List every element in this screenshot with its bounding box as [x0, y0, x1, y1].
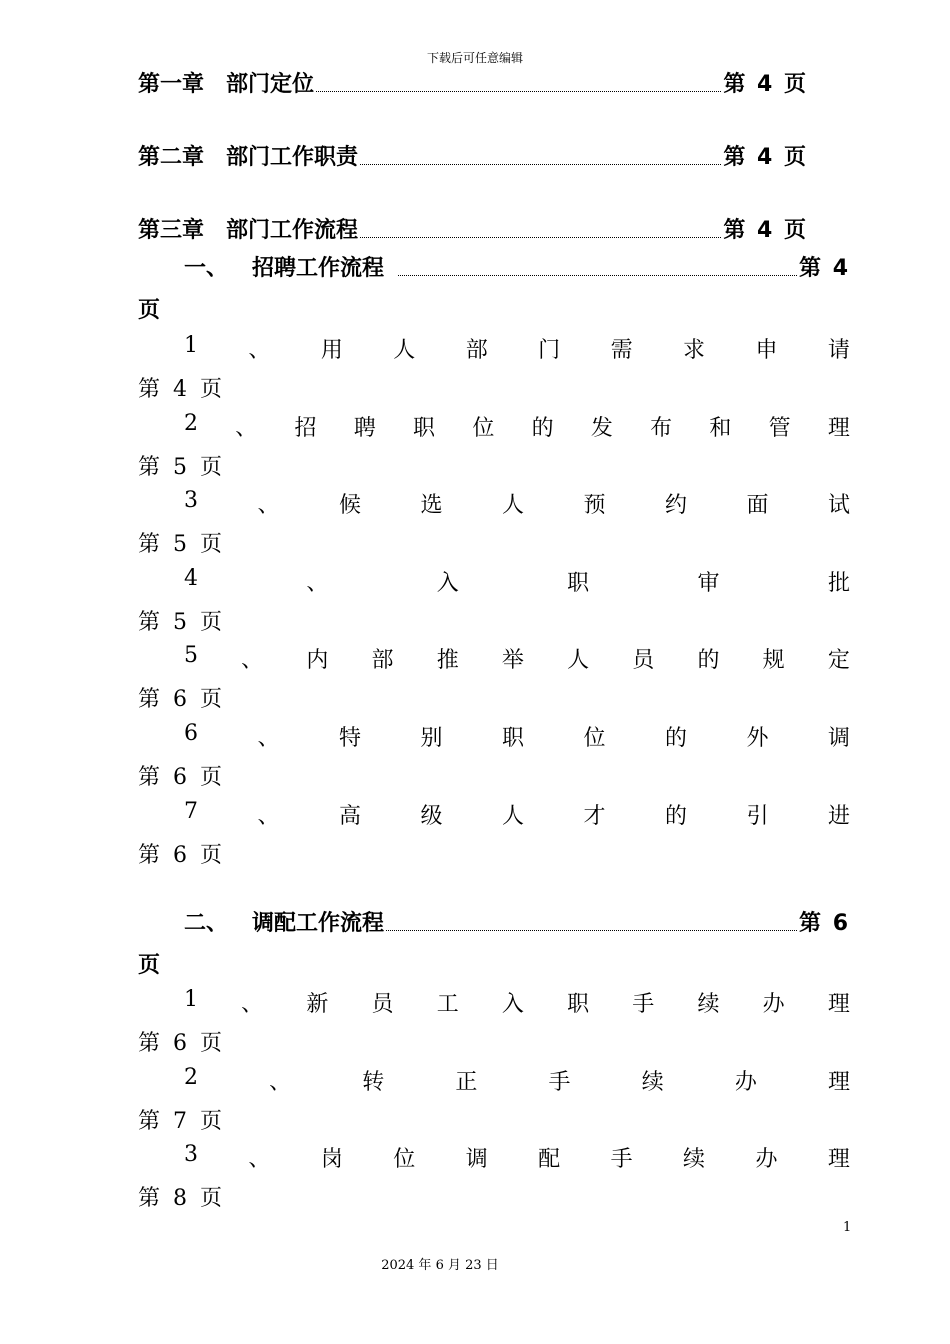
item-page: 第 6 页	[138, 765, 225, 790]
item-char: 入	[436, 570, 459, 596]
item-char: 入	[501, 992, 524, 1017]
item-char: 用	[320, 338, 343, 363]
toc-item[interactable]	[184, 1065, 850, 1096]
item-char: 理	[827, 992, 850, 1017]
item-number: 1	[184, 333, 198, 358]
item-char: 特	[338, 726, 361, 751]
toc-item[interactable]	[184, 721, 850, 752]
item-char: 管	[768, 415, 791, 441]
item-char: 办	[762, 992, 785, 1017]
item-char: 职	[501, 726, 524, 751]
chapter-page: 第 4 页	[723, 218, 808, 243]
item-char: 位	[472, 415, 495, 441]
item-char: 人	[567, 648, 590, 674]
item-char: 引	[746, 803, 769, 829]
section-title: 一、 招聘工作流程	[184, 256, 385, 281]
item-char: 的	[664, 803, 687, 829]
item-char: 续	[697, 992, 720, 1017]
item-char: 职	[567, 570, 590, 596]
toc-item[interactable]	[184, 987, 850, 1018]
toc-item[interactable]	[184, 799, 850, 830]
toc-item[interactable]	[184, 1142, 850, 1173]
toc-item[interactable]	[184, 488, 850, 519]
item-char: 高	[338, 803, 361, 829]
item-char: 手	[610, 1147, 633, 1173]
item-char: 的	[664, 726, 687, 751]
item-char: 员	[371, 992, 394, 1017]
item-char: 人	[501, 803, 524, 829]
page-number: 1	[843, 1220, 852, 1235]
item-char: 理	[827, 415, 850, 441]
item-char: 的	[531, 415, 554, 441]
item-char: 调	[827, 726, 850, 751]
item-number: 3	[184, 488, 198, 514]
chapter-page: 第 4 页	[723, 145, 808, 170]
item-char: 约	[664, 493, 687, 519]
section-title: 二、 调配工作流程	[184, 911, 385, 936]
item-page: 第 5 页	[138, 454, 225, 480]
item-separator: 、	[235, 415, 258, 441]
item-char: 试	[827, 493, 850, 519]
item-number: 5	[184, 643, 198, 669]
item-char: 需	[610, 338, 633, 363]
item-page: 第 6 页	[138, 1031, 225, 1056]
item-char: 内	[306, 648, 329, 674]
item-number: 2	[184, 1064, 198, 1090]
item-char: 续	[641, 1069, 664, 1095]
section-page-wrap: 页	[138, 953, 161, 978]
item-page: 第 8 页	[138, 1186, 225, 1212]
section-page: 第 4	[799, 256, 850, 281]
item-char: 正	[455, 1069, 478, 1095]
item-number: 3	[184, 1142, 198, 1168]
dot-leader	[316, 90, 721, 92]
toc-section-2[interactable]	[184, 907, 850, 937]
item-char: 人	[393, 338, 416, 363]
chapter-title: 第二章 部门工作职责	[138, 145, 359, 170]
item-char: 员	[632, 648, 655, 674]
item-char: 别	[420, 726, 443, 751]
item-char: 预	[583, 493, 606, 519]
item-char: 人	[501, 493, 524, 519]
item-char: 手	[632, 992, 655, 1017]
footer-date: 2024 年 6 月 23 日	[381, 1258, 499, 1273]
item-page: 第 5 页	[138, 532, 225, 558]
item-char: 外	[746, 726, 769, 751]
item-char: 理	[827, 1147, 850, 1173]
item-char: 新	[306, 992, 329, 1017]
section-page: 第 6	[799, 911, 850, 936]
item-char: 请	[827, 338, 850, 363]
item-page: 第 5 页	[138, 609, 225, 635]
item-char: 候	[338, 493, 361, 519]
item-separator: 、	[257, 803, 280, 829]
item-page: 第 6 页	[138, 842, 225, 868]
item-char: 部	[371, 648, 394, 674]
item-char: 岗	[320, 1147, 343, 1173]
item-char: 续	[683, 1147, 706, 1173]
item-separator: 、	[306, 570, 329, 596]
item-page: 第 4 页	[138, 377, 225, 402]
item-char: 职	[567, 992, 590, 1017]
item-page: 第 7 页	[138, 1108, 225, 1134]
item-page: 第 6 页	[138, 687, 225, 713]
item-char: 职	[413, 415, 436, 441]
toc-item[interactable]	[184, 333, 850, 364]
item-char: 面	[746, 493, 769, 519]
toc-chapter-3[interactable]	[138, 214, 808, 244]
item-number: 6	[184, 721, 198, 746]
item-separator: 、	[241, 648, 264, 674]
item-number: 1	[184, 987, 198, 1012]
item-char: 位	[393, 1147, 416, 1173]
item-char: 审	[697, 570, 720, 596]
item-separator: 、	[269, 1069, 292, 1095]
item-char: 举	[501, 648, 524, 674]
item-char: 门	[538, 338, 561, 363]
page-header: 下载后可任意编辑	[426, 51, 523, 65]
item-number: 4	[184, 565, 198, 591]
item-char: 推	[436, 648, 459, 674]
item-char: 办	[734, 1069, 757, 1095]
item-separator: 、	[248, 338, 271, 363]
item-char: 办	[755, 1147, 778, 1173]
dot-leader	[360, 236, 721, 238]
item-char: 聘	[353, 415, 376, 441]
item-char: 配	[538, 1147, 561, 1173]
item-char: 的	[697, 648, 720, 674]
item-separator: 、	[241, 992, 264, 1017]
dot-leader	[360, 163, 721, 165]
dot-leader	[398, 274, 797, 276]
toc-chapter-2[interactable]	[138, 141, 808, 171]
toc-item[interactable]	[184, 411, 850, 442]
dot-leader	[386, 929, 797, 931]
item-char: 转	[362, 1069, 385, 1095]
item-char: 和	[709, 415, 732, 441]
item-char: 部	[465, 338, 488, 363]
item-char: 级	[420, 803, 443, 829]
item-separator: 、	[257, 726, 280, 751]
item-separator: 、	[257, 493, 280, 519]
chapter-title: 第一章 部门定位	[138, 72, 315, 97]
item-char: 手	[548, 1069, 571, 1095]
item-char: 工	[436, 992, 459, 1017]
item-char: 申	[755, 338, 778, 363]
chapter-title: 第三章 部门工作流程	[138, 218, 359, 243]
toc-section-1[interactable]	[184, 252, 850, 282]
item-char: 求	[683, 338, 706, 363]
item-number: 7	[184, 798, 198, 824]
item-char: 才	[583, 803, 606, 829]
section-page-wrap: 页	[138, 298, 161, 323]
item-char: 发	[590, 415, 613, 441]
item-separator: 、	[248, 1147, 271, 1173]
item-char: 布	[650, 415, 673, 441]
item-char: 调	[465, 1147, 488, 1173]
toc-item[interactable]	[184, 643, 850, 674]
item-char: 招	[294, 415, 317, 441]
item-char: 位	[583, 726, 606, 751]
toc-chapter-1[interactable]	[138, 68, 808, 98]
toc-item[interactable]	[184, 566, 850, 597]
item-char: 规	[762, 648, 785, 674]
item-number: 2	[184, 410, 198, 436]
item-char: 批	[827, 570, 850, 596]
item-char: 理	[827, 1069, 850, 1095]
item-char: 定	[827, 648, 850, 674]
chapter-page: 第 4 页	[723, 72, 808, 97]
item-char: 进	[827, 803, 850, 829]
item-char: 选	[420, 493, 443, 519]
